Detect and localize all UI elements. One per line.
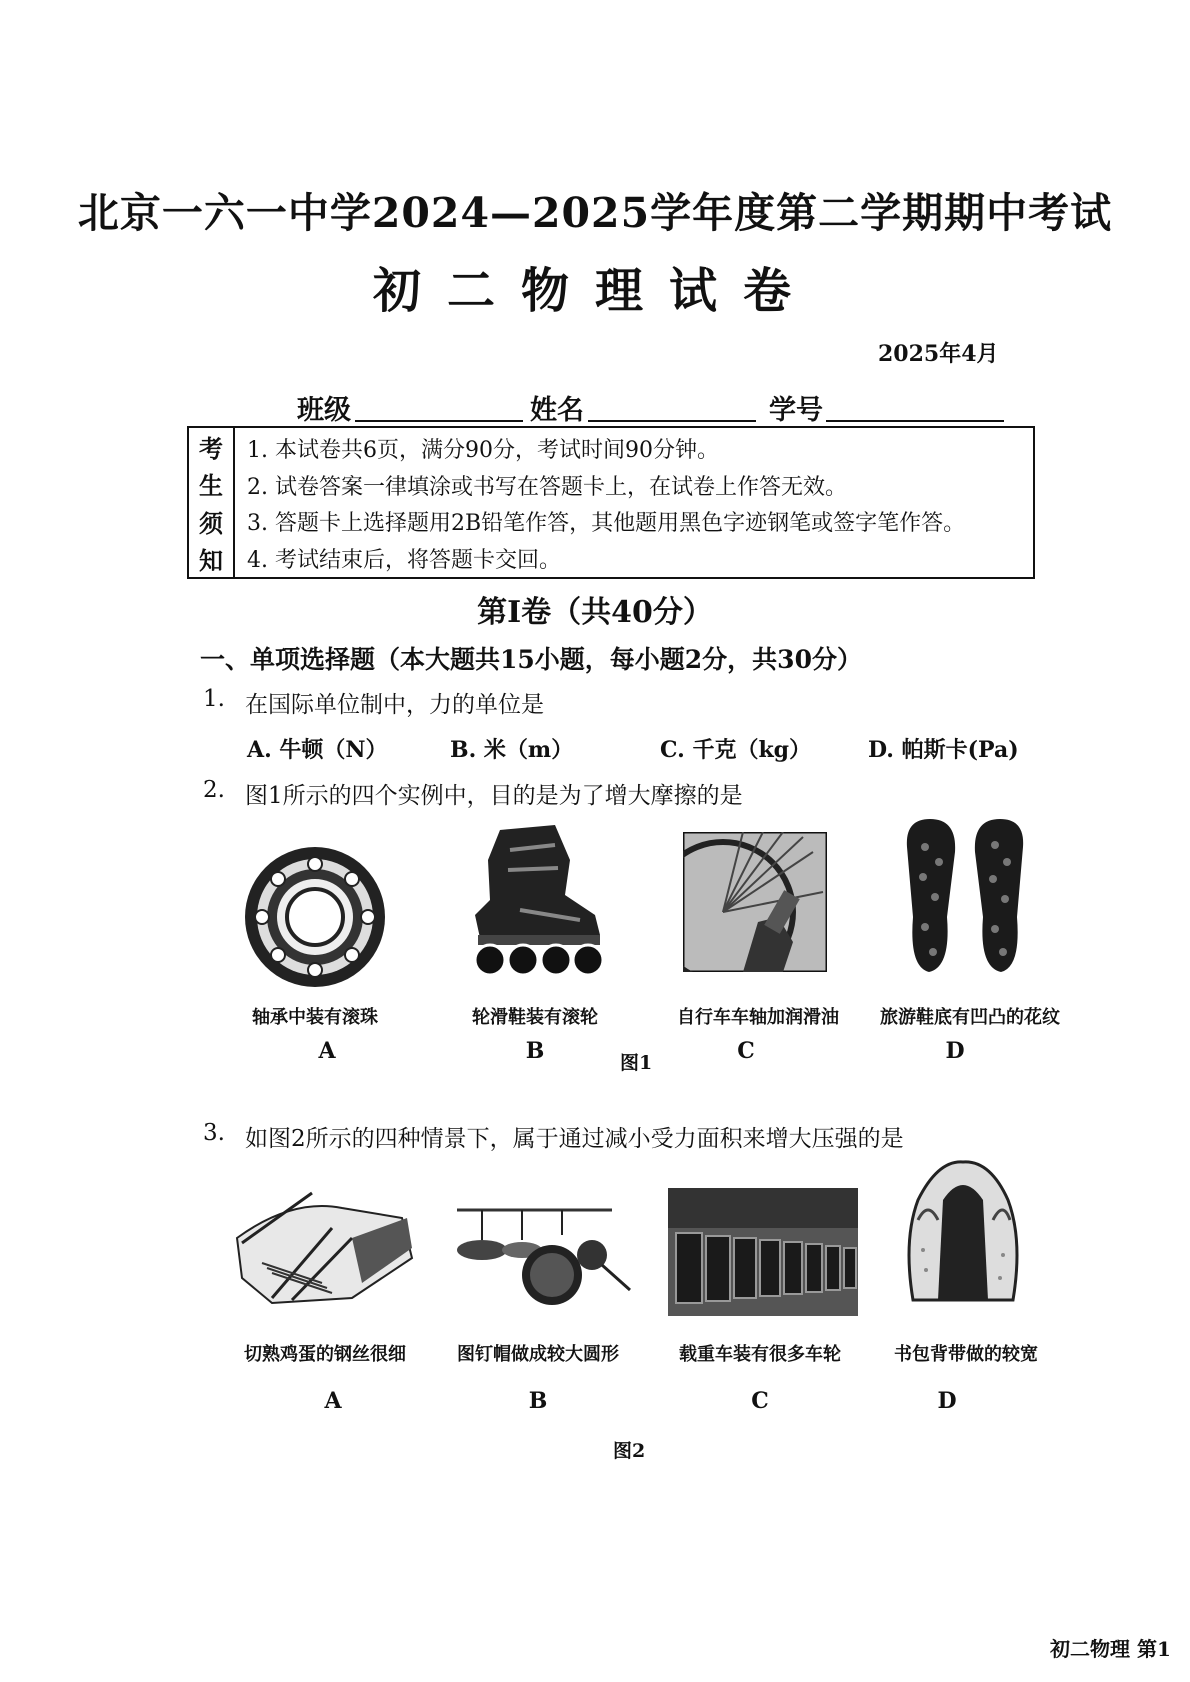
option-letter: B xyxy=(525,1038,545,1064)
notice-heading-char: 须 xyxy=(199,508,223,538)
heavy-truck-wheels-image xyxy=(668,1188,858,1316)
option-c: C. 千克（kg） xyxy=(660,737,812,763)
pushpin-image xyxy=(452,1195,632,1315)
notice-heading-char: 生 xyxy=(199,471,223,501)
option-letter: A xyxy=(324,1388,342,1414)
name-label: 姓名 xyxy=(530,395,584,426)
figure-caption: 轴承中装有滚珠 xyxy=(252,1007,378,1028)
part-title: 第Ⅰ卷（共40分） xyxy=(477,595,713,630)
section-title: 一、单项选择题（本大题共15小题，每小题2分，共30分） xyxy=(200,645,862,674)
notice-item: 1. 本试卷共6页，满分90分，考试时间90分钟。 xyxy=(247,437,719,463)
figure-caption: 切熟鸡蛋的钢丝很细 xyxy=(244,1344,406,1365)
notice-heading xyxy=(189,428,235,577)
notice-item: 4. 考试结束后，将答题卡交回。 xyxy=(247,548,561,574)
question-text: 图1所示的四个实例中，目的是为了增大摩擦的是 xyxy=(245,783,743,809)
option-letter: B xyxy=(528,1388,548,1414)
option-letter: D xyxy=(937,1388,957,1414)
exam-title: 北京一六一中学2024—2025学年度第二学期期中考试 xyxy=(77,189,1113,237)
figure-caption: 自行车车轴加润滑油 xyxy=(677,1007,839,1028)
page-footer: 初二物理 第1 xyxy=(1050,1637,1171,1661)
bike-axle-oil-image xyxy=(683,832,827,972)
bearing-image xyxy=(240,842,390,992)
class-label: 班级 xyxy=(297,395,351,426)
egg-slicer-image xyxy=(232,1188,417,1308)
figure-label: 图2 xyxy=(613,1440,646,1462)
name-field-line xyxy=(588,420,756,422)
option-b: B. 米（m） xyxy=(450,737,574,763)
option-letter: D xyxy=(945,1038,965,1064)
question-number: 2. xyxy=(203,777,225,803)
figure-caption: 书包背带做的较宽 xyxy=(894,1344,1038,1365)
notice-list xyxy=(247,430,1033,577)
option-letter: C xyxy=(737,1038,755,1064)
id-field-line xyxy=(826,420,1004,422)
option-d: D. 帕斯卡(Pa) xyxy=(868,737,1019,763)
exam-date: 2025年4月 xyxy=(878,341,999,367)
backpack-image xyxy=(898,1160,1028,1310)
question-number: 3. xyxy=(203,1120,225,1146)
inline-skate-image xyxy=(460,820,610,980)
question-text: 如图2所示的四种情景下，属于通过减小受力面积来增大压强的是 xyxy=(245,1126,904,1152)
option-letter: A xyxy=(318,1038,336,1064)
notice-item: 3. 答题卡上选择题用2B铅笔作答，其他题用黑色字迹钢笔或签字笔作答。 xyxy=(247,511,966,537)
shoe-sole-pattern-image xyxy=(895,817,1035,977)
class-field-line xyxy=(355,420,523,422)
figure-caption: 图钉帽做成较大圆形 xyxy=(457,1344,619,1365)
figure-caption: 旅游鞋底有凹凸的花纹 xyxy=(880,1007,1060,1028)
question-number: 1. xyxy=(203,686,225,712)
figure-label: 图1 xyxy=(620,1052,653,1074)
id-label: 学号 xyxy=(769,395,823,426)
exam-subtitle: 初二物理试卷 xyxy=(372,263,817,319)
option-a: A. 牛顿（N） xyxy=(247,737,388,763)
exam-notice-box xyxy=(187,426,1035,579)
option-letter: C xyxy=(751,1388,769,1414)
question-text: 在国际单位制中，力的单位是 xyxy=(245,692,544,718)
figure-caption: 载重车装有很多车轮 xyxy=(679,1344,841,1365)
figure-caption: 轮滑鞋装有滚轮 xyxy=(472,1007,598,1028)
notice-heading-char: 知 xyxy=(199,545,223,575)
notice-item: 2. 试卷答案一律填涂或书写在答题卡上，在试卷上作答无效。 xyxy=(247,474,847,500)
notice-heading-char: 考 xyxy=(199,434,223,464)
